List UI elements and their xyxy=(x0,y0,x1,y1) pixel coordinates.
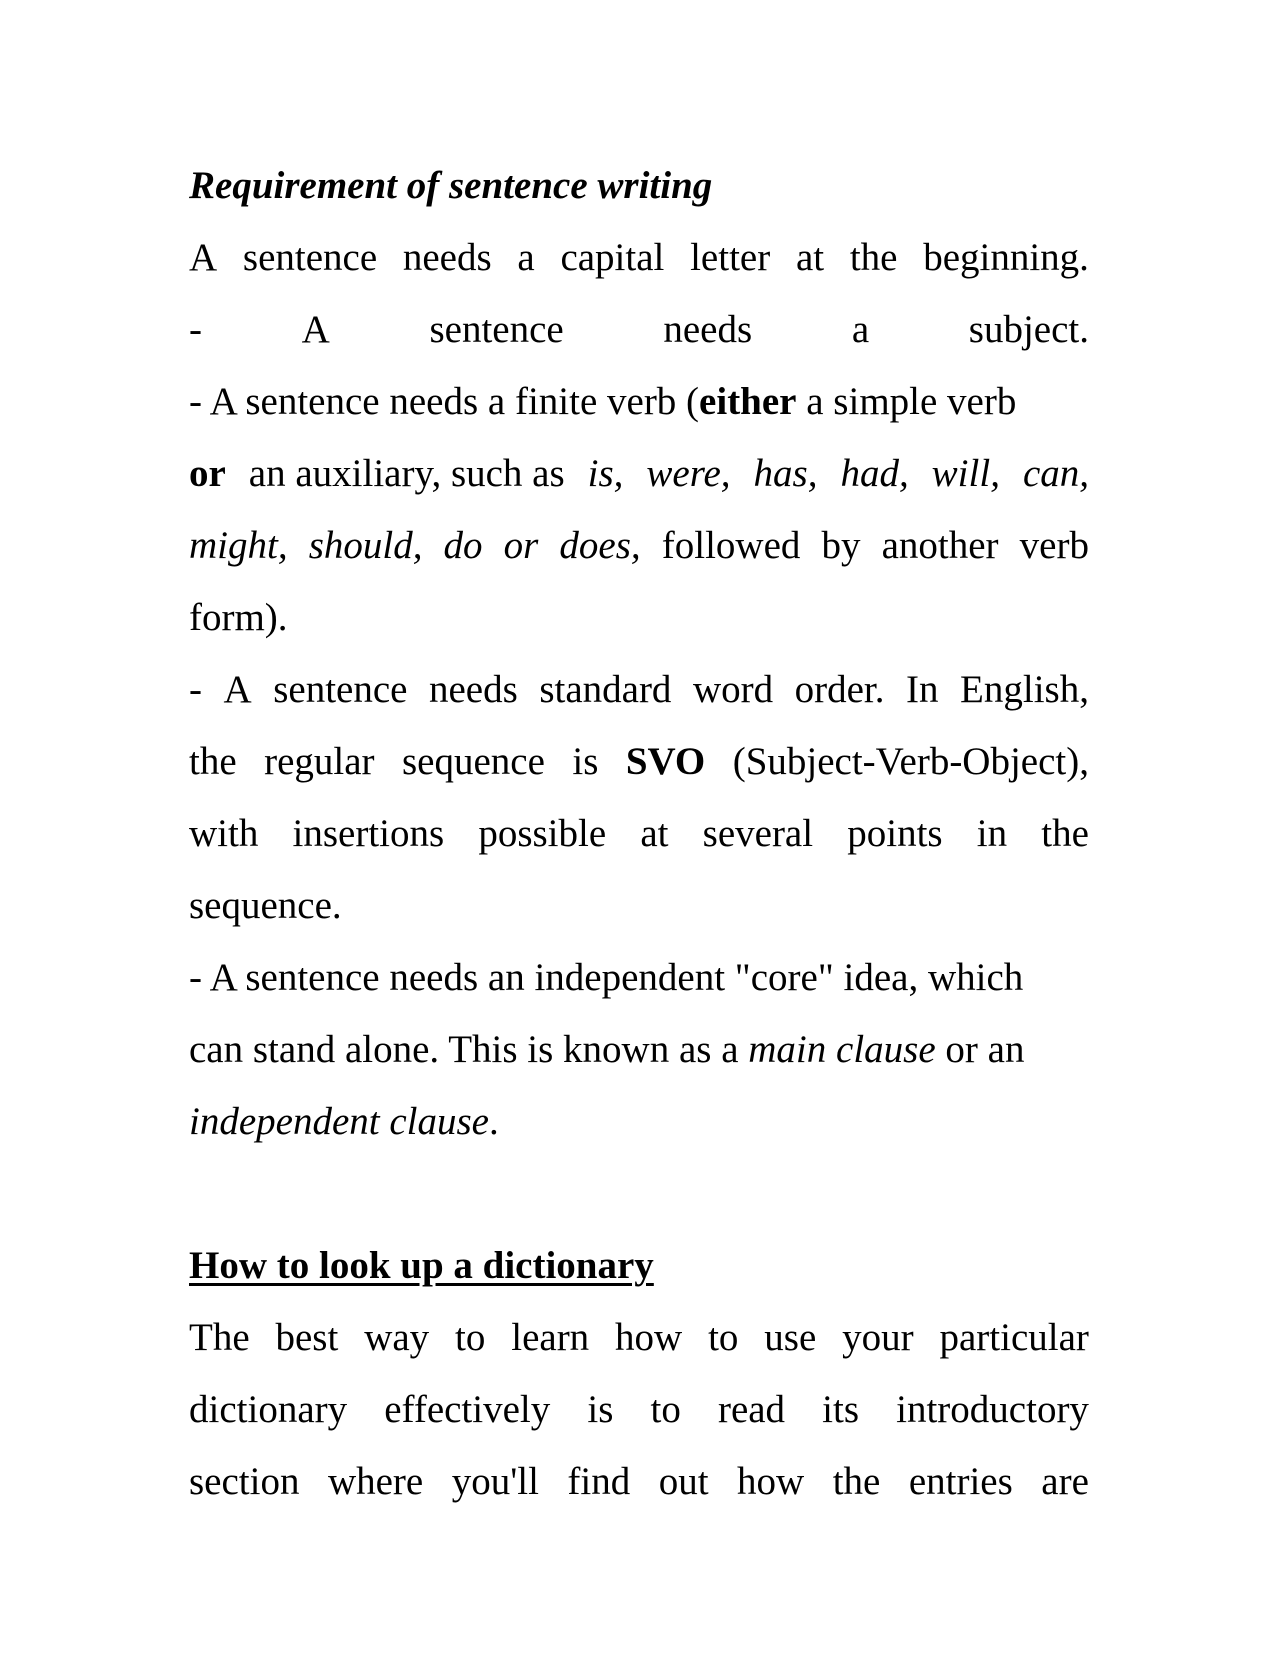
document-page xyxy=(189,150,1089,1518)
word: are xyxy=(1041,1460,1089,1503)
word: sentence xyxy=(429,308,564,351)
word: best xyxy=(275,1316,339,1359)
word: where xyxy=(327,1460,424,1503)
italic-word: had, xyxy=(840,452,909,495)
word: at xyxy=(795,236,825,279)
word: your xyxy=(842,1316,914,1359)
word: is xyxy=(587,1388,614,1431)
paragraph-line: form). xyxy=(189,596,288,639)
word: entries xyxy=(908,1460,1013,1503)
word: sentence xyxy=(273,668,408,711)
word: needs xyxy=(428,668,518,711)
word: (Subject-Verb-Object), xyxy=(732,740,1089,783)
word: insertions xyxy=(292,812,445,855)
italic-word: might, xyxy=(189,524,288,567)
paragraph-line: independent clause. xyxy=(189,1100,499,1143)
text-span: - A sentence needs a finite verb (either a simple verb xyxy=(189,380,1017,423)
word: is xyxy=(572,740,599,783)
italic-word: has, xyxy=(753,452,818,495)
word: points xyxy=(847,812,943,855)
italic-term-main-clause: main clause xyxy=(748,1028,936,1071)
word: - xyxy=(189,668,202,711)
italic-word: or xyxy=(503,524,539,567)
word: possible xyxy=(478,812,607,855)
word: another xyxy=(881,524,999,567)
text-span: - A sentence needs an independent "core" idea, which xyxy=(189,956,1024,999)
word: introductory xyxy=(896,1388,1089,1431)
word: needs xyxy=(402,236,492,279)
word: sequence xyxy=(402,740,545,783)
word: to xyxy=(455,1316,486,1359)
word: order. xyxy=(794,668,885,711)
paragraph-line xyxy=(189,942,1089,1014)
word: effectively xyxy=(384,1388,551,1431)
paragraph-line: sequence. xyxy=(189,884,342,927)
paragraph-line xyxy=(189,654,1089,726)
section-heading-sentence-writing: Requirement of sentence writing xyxy=(189,164,713,207)
word: sentence xyxy=(242,236,378,279)
paragraph-line xyxy=(189,366,1089,438)
italic-word: is, xyxy=(587,452,624,495)
word: with xyxy=(189,812,259,855)
paragraph-line xyxy=(189,1446,1089,1518)
word: subject. xyxy=(968,308,1089,351)
paragraph-line xyxy=(189,798,1089,870)
italic-word: can, xyxy=(1022,452,1089,495)
word: the xyxy=(832,1460,881,1503)
emphasis-either: either xyxy=(699,380,797,423)
word: In xyxy=(906,668,939,711)
word: you'll xyxy=(451,1460,539,1503)
word: dictionary xyxy=(189,1388,348,1431)
word: capital xyxy=(560,236,665,279)
emphasis-or: or xyxy=(189,452,226,495)
word: read xyxy=(717,1388,786,1431)
word: a xyxy=(851,308,870,351)
word: use xyxy=(764,1316,817,1359)
paragraph-line xyxy=(189,1374,1089,1446)
word: regular xyxy=(264,740,375,783)
paragraph-line xyxy=(189,1014,1089,1086)
word: particular xyxy=(939,1316,1089,1359)
word: how xyxy=(615,1316,683,1359)
paragraph-line xyxy=(189,510,1089,582)
word: learn xyxy=(511,1316,590,1359)
word: section xyxy=(189,1460,300,1503)
word: the xyxy=(849,236,898,279)
word: English, xyxy=(960,668,1089,711)
word: its xyxy=(822,1388,860,1431)
paragraph-line xyxy=(189,1302,1089,1374)
word: beginning. xyxy=(923,236,1089,279)
word: out xyxy=(658,1460,709,1503)
word: by xyxy=(821,524,861,567)
word: verb xyxy=(1019,524,1089,567)
emphasis-svo: SVO xyxy=(625,740,706,783)
word: followed xyxy=(661,524,801,567)
word: word xyxy=(692,668,774,711)
word: to xyxy=(650,1388,681,1431)
italic-word: will, xyxy=(931,452,1000,495)
paragraph-line xyxy=(189,726,1089,798)
paragraph-line xyxy=(189,294,1089,366)
word: the xyxy=(1041,812,1089,855)
word: A xyxy=(223,668,252,711)
word: letter xyxy=(690,236,771,279)
text-span: can stand alone. This is known as a main clause or an xyxy=(189,1028,1025,1071)
italic-term-independent-clause: independent clause xyxy=(189,1100,489,1143)
word: several xyxy=(702,812,814,855)
text-span: an auxiliary, such as xyxy=(248,452,565,495)
word: in xyxy=(976,812,1008,855)
word: needs xyxy=(663,308,753,351)
section-heading-dictionary: How to look up a dictionary xyxy=(189,1244,654,1287)
word: way xyxy=(364,1316,430,1359)
paragraph-line xyxy=(189,438,1089,510)
word: The xyxy=(189,1316,250,1359)
italic-word: were, xyxy=(646,452,731,495)
word: A xyxy=(189,236,218,279)
word: a xyxy=(517,236,535,279)
paragraph-line xyxy=(189,222,1089,294)
word: to xyxy=(708,1316,739,1359)
italic-word: do xyxy=(443,524,483,567)
italic-word: should, xyxy=(308,524,423,567)
word: at xyxy=(640,812,669,855)
word: find xyxy=(567,1460,631,1503)
italic-word: does, xyxy=(559,524,641,567)
word: the xyxy=(189,740,237,783)
section-spacer xyxy=(189,1158,1089,1230)
word: how xyxy=(737,1460,805,1503)
word: - xyxy=(189,308,202,351)
word: standard xyxy=(539,668,672,711)
word: A xyxy=(301,308,330,351)
